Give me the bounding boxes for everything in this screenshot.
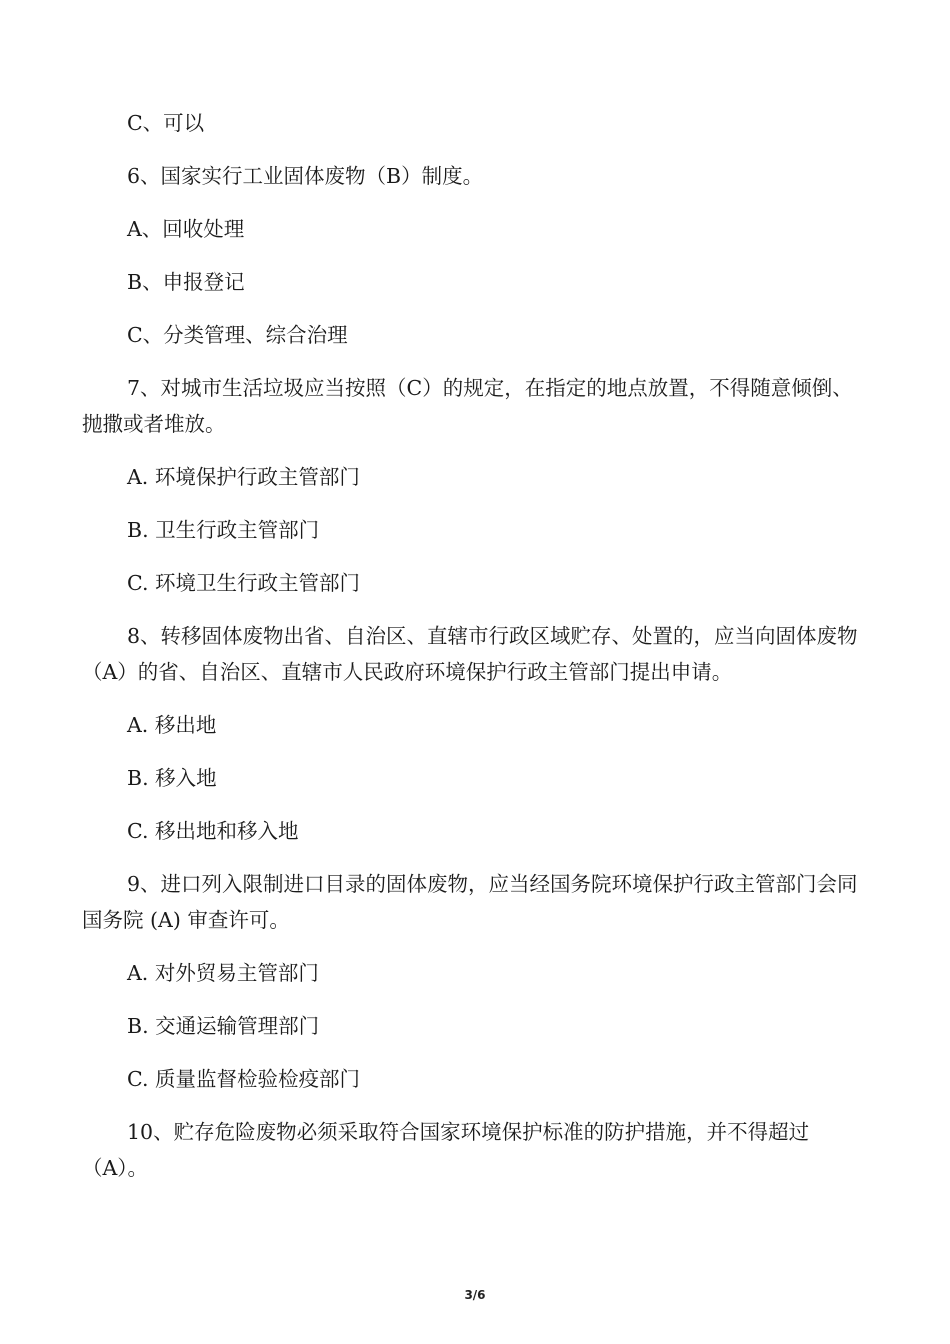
- question-8: 8、转移固体废物出省、自治区、直辖市行政区域贮存、处置的，应当向固体废物（A）的省、自治区、直辖市人民政府环境保护行政主管部门提出申请。: [82, 624, 858, 684]
- option-line: C. 环境卫生行政主管部门: [127, 571, 360, 595]
- option-line: A. 对外贸易主管部门: [127, 961, 319, 985]
- question-10: 10、贮存危险废物必须采取符合国家环境保护标准的防护措施，并不得超过（A）。: [82, 1120, 810, 1180]
- question-9: 9、进口列入限制进口目录的固体废物，应当经国务院环境保护行政主管部门会同国务院 (A) 审查许可。: [82, 872, 858, 932]
- option-line: B、申报登记: [127, 270, 245, 294]
- question-6: 6、国家实行工业固体废物（B）制度。: [127, 164, 484, 188]
- option-line: C. 质量监督检验检疫部门: [127, 1067, 360, 1091]
- option-line: A. 环境保护行政主管部门: [127, 465, 360, 489]
- page-number: 3/6: [464, 1288, 486, 1302]
- option-line: A. 移出地: [127, 713, 217, 737]
- option-line: B. 交通运输管理部门: [127, 1014, 320, 1038]
- document-body: [82, 105, 862, 1186]
- option-line: B. 卫生行政主管部门: [127, 518, 320, 542]
- option-line: A、回收处理: [127, 217, 245, 241]
- question-7: 7、对城市生活垃圾应当按照（C）的规定，在指定的地点放置，不得随意倾倒、抛撒或者堆放。: [82, 376, 853, 436]
- option-line: C、分类管理、综合治理: [127, 323, 348, 347]
- option-line: C. 移出地和移入地: [127, 819, 299, 843]
- option-line: C、可以: [127, 111, 205, 135]
- option-line: B. 移入地: [127, 766, 217, 790]
